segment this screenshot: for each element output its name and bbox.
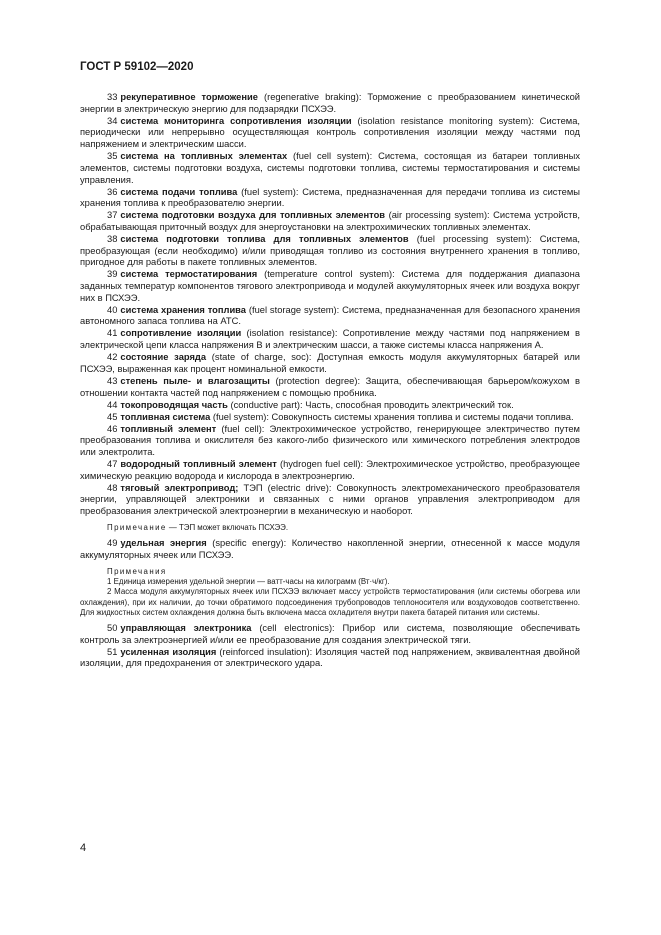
term-51: [80, 647, 580, 670]
term-number: 46: [107, 423, 118, 434]
term-number: 47: [107, 458, 118, 469]
term-number: 45: [107, 411, 118, 422]
term-number: 39: [107, 269, 118, 280]
term-definition: (isolation resistance): Сопротивление между частями под напряжением в электрической цепи класса напряжения В и электрическим шасси, а также системы класса напряжения А.: [80, 328, 580, 351]
term-number: 34: [107, 115, 118, 126]
term-number: 51: [107, 646, 118, 657]
note-title: Примечание: [107, 523, 167, 533]
notes-title: Примечания: [107, 566, 167, 576]
term-definition: (fuel cell): Электрохимическое устройство, генерирующее электричество путем преобразования топлива и окислителя без какого-либо физического или химического потребления электродов или электролита.: [80, 423, 580, 457]
term-name: удельная энергия: [120, 538, 207, 549]
term-name: степень пыле- и влагозащиты: [120, 375, 270, 386]
term-33: [80, 92, 580, 115]
term-definition: (fuel processing system): Система, преобразующая (если необходимо) и/или приводящая топливо из состояния внутреннего хранения в топливо, пригодное для работы в пакете топливных элементов.: [80, 233, 580, 268]
term-42: [80, 352, 580, 375]
term-number: 48: [107, 482, 118, 493]
page-number: 4: [80, 842, 87, 854]
term-number: 44: [107, 399, 118, 410]
term-definition: ТЭП (electric drive): Совокупность электромеханического преобразователя энергии, управляющей электроники и связанных с ними органов управления электроприводом для преобразования электрической электроэнергии в механическую и наоборот.: [80, 482, 580, 517]
note-item: 1 Единица измерения удельной энергии — ватт-часы на килограмм (Вт·ч/кг).: [107, 577, 390, 587]
notes-49: [80, 567, 580, 618]
term-number: 38: [107, 233, 118, 244]
term-name: водородный топливный элемент: [120, 458, 277, 469]
note-48: [80, 523, 580, 533]
term-number: 37: [107, 210, 118, 221]
term-definition: (fuel system): Совокупность системы хранения топлива и системы подачи топлива.: [210, 411, 574, 422]
terms-list-end: [80, 623, 580, 670]
term-44: [80, 400, 580, 412]
term-name: усиленная изоляция: [120, 646, 217, 657]
term-number: 35: [107, 151, 118, 162]
term-name: сопротивление изоляции: [120, 328, 242, 339]
term-48: [80, 483, 580, 518]
term-definition: (regenerative braking): Торможение с преобразованием кинетической энергии в электрическую энергию для подзарядки ПСХЭЭ.: [80, 92, 580, 114]
term-name: рекуперативное торможение: [120, 92, 258, 102]
term-definition: (specific energy): Количество накопленной энергии, отнесенной к массе модуля аккумуляторных ячеек или ПСХЭЭ.: [80, 538, 580, 560]
term-34: [80, 116, 580, 151]
term-45: [80, 412, 580, 424]
term-name: состояние заряда: [120, 352, 207, 363]
term-36: [80, 187, 580, 210]
term-number: 36: [107, 186, 118, 197]
term-number: 50: [107, 622, 118, 633]
term-definition: (air processing system): Система устройств, обрабатывающая приточный воздух для энергоустановки на электрохимических топливных элементах.: [80, 210, 580, 232]
term-35: [80, 151, 580, 186]
term-definition: (hydrogen fuel cell): Электрохимическое устройство, преобразующее химическую реакцию водорода и кислорода в электроэнергию.: [80, 458, 580, 481]
term-number: 41: [107, 328, 118, 339]
terms-content: [80, 92, 580, 670]
terms-list: [80, 92, 580, 518]
term-definition: (fuel system): Система, предназначенная для передачи топлива из системы хранения топлива к преобразователю энергии.: [80, 186, 580, 209]
term-47: [80, 459, 580, 482]
term-name: система подготовки топлива для топливных элементов: [120, 233, 409, 244]
term-name: управляющая электроника: [120, 622, 252, 633]
term-name: система подготовки воздуха для топливных элементов: [120, 210, 386, 221]
term-number: 49: [107, 538, 118, 549]
term-41: [80, 328, 580, 351]
term-name: система термостатирования: [120, 269, 258, 280]
note-text: — ТЭП может включать ПСХЭЭ.: [166, 523, 289, 533]
term-name: топливная система: [120, 411, 211, 422]
term-number: 43: [107, 375, 118, 386]
term-definition: (isolation resistance monitoring system): Система, периодически или непрерывно осуществляющая контроль сопротивления изоляции между частями под напряжением и электрическим шасси.: [80, 115, 580, 150]
term-38: [80, 234, 580, 269]
term-name: система хранения топлива: [120, 304, 247, 315]
term-definition: (temperature control system): Система для поддержания диапазона заданных температур компонентов тягового электропривода и модулей аккумуляторных ячеек или воздуха вокруг них в ПСХЭЭ.: [80, 269, 580, 303]
term-50: [80, 623, 580, 646]
term-definition: (fuel cell system): Система, состоящая из батареи топливных элементов, системы подготовки воздуха, системы подготовки топлива, системы термостатирования и системы управления.: [80, 151, 580, 185]
term-49: [80, 538, 580, 561]
term-43: [80, 376, 580, 399]
term-40: [80, 305, 580, 328]
term-name: система на топливных элементах: [120, 151, 288, 162]
term-name: система мониторинга сопротивления изоляции: [120, 115, 352, 126]
term-number: 42: [107, 352, 118, 363]
term-name: токопроводящая часть: [120, 399, 228, 410]
term-definition: (conductive part): Часть, способная проводить электрический ток.: [227, 399, 514, 410]
term-definition: (protection degree): Защита, обеспечивающая барьером/кожухом в отношении контакта частей под напряжением с помощью пробника.: [80, 375, 580, 398]
term-37: [80, 210, 580, 233]
note-item: 2 Масса модуля аккумуляторных ячеек или ПСХЭЭ включает массу устройств термостатирования (или системы обогрева или охлаждения), при их наличии, до точки обратимого подсоединения трубопроводов теплоносителя или воздуховодов соответственно. Для жидкостных систем охлаждения должна быть включена масса охладителя внутри пакета батарей питания или системы.: [80, 587, 580, 617]
term-name: топливный элемент: [120, 423, 217, 434]
document-header: ГОСТ Р 59102—2020: [80, 61, 194, 73]
term-46: [80, 424, 580, 459]
term-number: 40: [107, 304, 118, 315]
term-number: 33: [107, 92, 118, 102]
term-definition: (fuel storage system): Система, предназначенная для безопасного хранения автономного запаса топлива на АТС.: [80, 304, 581, 327]
term-definition: (state of charge, soc): Доступная емкость модуля аккумуляторных батарей или ПСХЭЭ, выраженная как процент номинальной емкости.: [80, 352, 580, 374]
term-definition: (reinforced insulation): Изоляция частей под напряжением, эквивалентная двойной изоляции, для предохранения от электрического удара.: [80, 646, 580, 669]
term-39: [80, 269, 580, 304]
term-definition: (cell electronics): Прибор или система, позволяющие обеспечивать контроль за электроэнергией и/или ее преобразование для создания электрической тяги.: [80, 622, 580, 645]
term-name: тяговый электропривод;: [120, 482, 244, 493]
term-name: система подачи топлива: [120, 186, 238, 197]
